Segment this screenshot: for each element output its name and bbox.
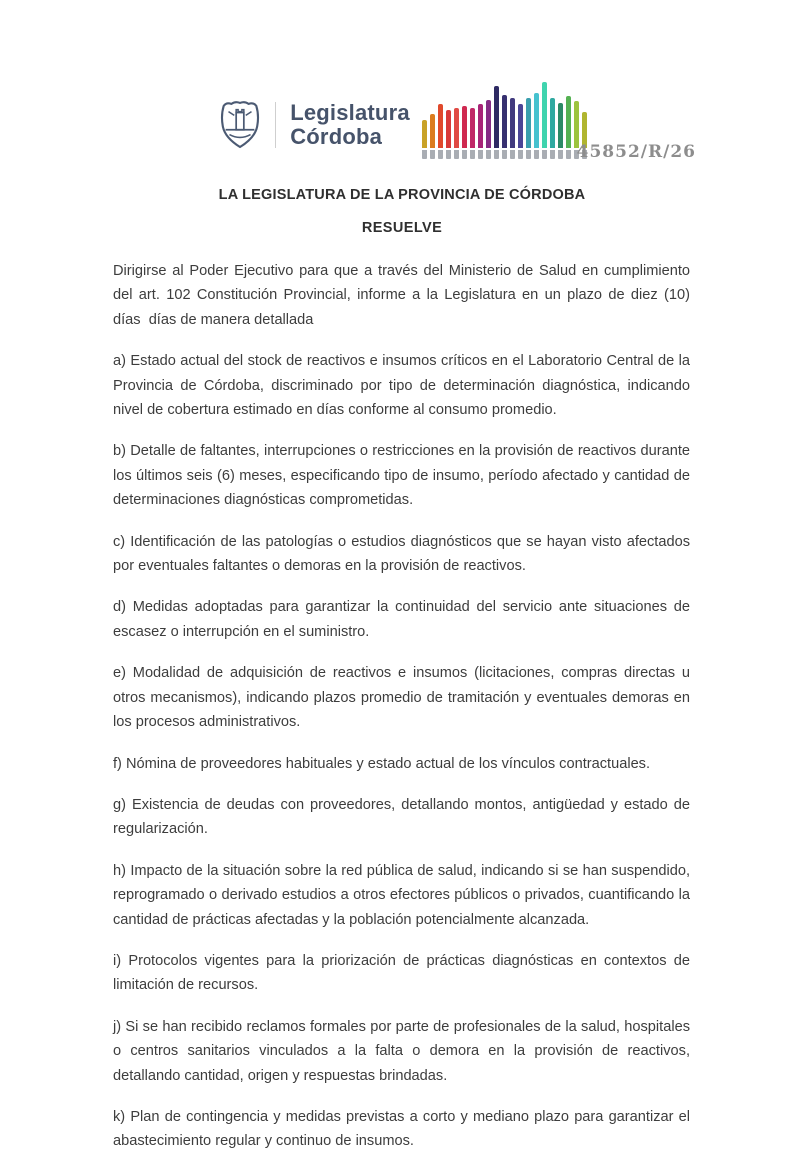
- logo-bar: [446, 110, 451, 159]
- logo-bar: [566, 96, 571, 159]
- item-paragraph-i: i) Protocolos vigentes para la priorización de prácticas diagnósticas en contextos de limitación de recursos.: [113, 952, 690, 994]
- logo-bar: [462, 106, 467, 159]
- logo-bar: [558, 103, 563, 159]
- logo-bar: [486, 100, 491, 159]
- document-body: [113, 259, 690, 1154]
- logo-bar: [518, 104, 523, 159]
- item-paragraph-e: e) Modalidad de adquisición de reactivos e insumos (licitaciones, compras directas u otros mecanismos), indicando plazos promedio de tramitación y eventuales demoras en los procesos administrativos.: [113, 665, 690, 731]
- logo-bar: [542, 82, 547, 159]
- logo-bar: [550, 98, 555, 159]
- item-paragraph-d: d) Medidas adoptadas para garantizar la continuidad del servicio ante situaciones de escasez o interrupción en el suministro.: [113, 599, 690, 640]
- logo-bar: [470, 108, 475, 159]
- item-paragraph-c: c) Identificación de las patologías o estudios diagnósticos que se hayan visto afectados por eventuales faltantes o demoras en la provisión de reactivos.: [113, 533, 690, 575]
- logo-bar: [438, 104, 443, 159]
- logo-bar: [526, 98, 531, 159]
- logo-bar: [478, 104, 483, 159]
- logo-bar: [494, 86, 499, 159]
- logo-bar: [502, 95, 507, 159]
- item-paragraph-h: h) Impacto de la situación sobre la red pública de salud, indicando si se han suspendido, reprogramado o derivado estudios a otros efectores públicos o privados, cuantificando la cantidad de prácticas afectadas y la población potencialmente alcanzada.: [113, 862, 690, 928]
- document-title: LA LEGISLATURA DE LA PROVINCIA DE CÓRDOBA: [218, 187, 586, 203]
- item-paragraph-k: k) Plan de contingencia y medidas previstas a corto y mediano plazo para garantizar el abastecimiento regular y continuo de insumos.: [113, 1108, 690, 1150]
- document-page: [0, 90, 804, 1150]
- logo-bar: [422, 120, 427, 159]
- item-paragraph-j: j) Si se han recibido reclamos formales por parte de profesionales de la salud, hospitales o centros sanitarios vinculados a la falta o demora en la provisión de reactivos, detallando cantidad, origen y respuestas brindadas.: [113, 1018, 690, 1084]
- logo-bar: [510, 98, 515, 159]
- logo-bar-graphic: [422, 91, 587, 159]
- org-name-line2: Córdoba: [290, 124, 383, 149]
- document-subtitle: RESUELVE: [361, 220, 443, 236]
- org-name-line1: Legislatura: [290, 100, 410, 125]
- org-name: [290, 101, 410, 149]
- cordoba-crest-icon: [217, 98, 263, 152]
- logo-bar: [454, 108, 459, 159]
- reference-number: 45852/R/26: [576, 142, 696, 162]
- item-paragraph-g: g) Existencia de deudas con proveedores, detallando montos, antigüedad y estado de regularización.: [113, 796, 690, 838]
- logo-bar: [430, 114, 435, 159]
- item-paragraph-b: b) Detalle de faltantes, interrupciones o restricciones en la provisión de reactivos durante los últimos seis (6) meses, especificando tipo de insumo, período afectado y cantidad de determinaciones diagnósticas comprometidas.: [113, 443, 690, 509]
- logo-divider: [275, 102, 276, 148]
- item-paragraph-f: f) Nómina de proveedores habituales y estado actual de los vínculos contractuales.: [113, 755, 651, 772]
- logo-bar: [534, 93, 539, 159]
- intro-paragraph: Dirigirse al Poder Ejecutivo para que a través del Ministerio de Salud en cumplimiento del art. 102 Constitución Provincial, informe a la Legislatura en un plazo de diez (10) días días de manera detallada: [113, 263, 690, 328]
- item-paragraph-a: a) Estado actual del stock de reactivos e insumos críticos en el Laboratorio Central de la Provincia de Córdoba, discriminado por tipo de determinación diagnóstica, indicando nivel de cobertura estimado en días conforme al consumo promedio.: [113, 353, 690, 419]
